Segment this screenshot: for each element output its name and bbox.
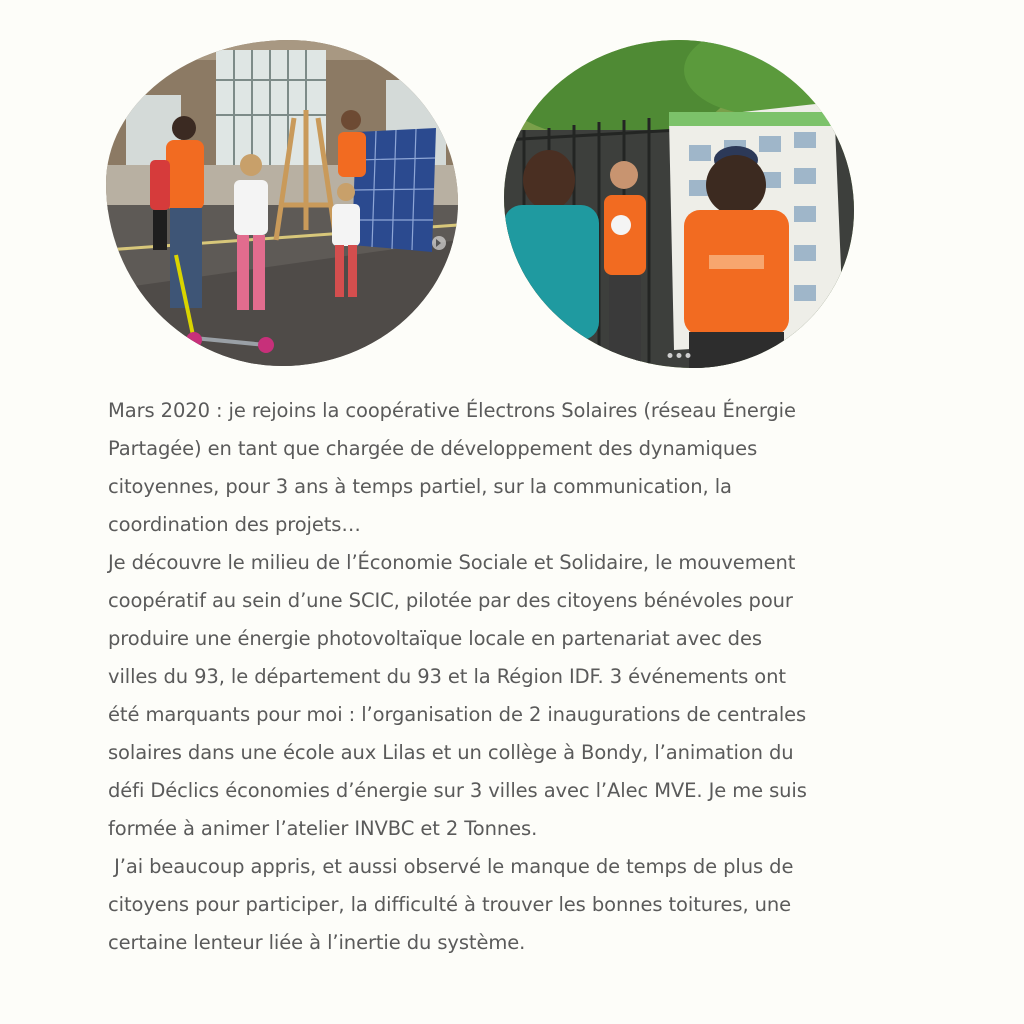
article-line: J’ai beaucoup appris, et aussi observé le manque de temps de plus de (108, 855, 794, 878)
article-line: Je découvre le milieu de l’Économie Sociale et Solidaire, le mouvement (108, 551, 796, 574)
article-line: certaine lenteur liée à l’inertie du système. (108, 931, 526, 954)
carousel-dot[interactable] (677, 353, 682, 358)
article-line: coopératif au sein d’une SCIC, pilotée par des citoyens bénévoles pour (108, 589, 793, 612)
carousel-next-arrow[interactable] (432, 236, 446, 250)
solar-panel-scene (106, 40, 458, 366)
article-line: Partagée) en tant que chargée de développement des dynamiques (108, 437, 758, 460)
exhibition-scene (504, 40, 854, 368)
article-line: formée à animer l’atelier INVBC et 2 Tonnes. (108, 817, 538, 840)
photo-exhibition-discussion[interactable] (504, 40, 854, 368)
carousel-dot[interactable] (668, 353, 673, 358)
article-line: été marquants pour moi : l’organisation de 2 inaugurations de centrales (108, 703, 807, 726)
article-line: solaires dans une école aux Lilas et un collège à Bondy, l’animation du (108, 741, 794, 764)
carousel-dot[interactable] (686, 353, 691, 358)
article-body (108, 392, 908, 962)
photo-solar-panel-schoolyard[interactable] (106, 40, 458, 366)
carousel-dots[interactable] (668, 353, 691, 358)
article-line: Mars 2020 : je rejoins la coopérative Électrons Solaires (réseau Énergie (108, 399, 796, 422)
article-line: défi Déclics économies d’énergie sur 3 villes avec l’Alec MVE. Je me suis (108, 779, 807, 802)
article-line: produire une énergie photovoltaïque locale en partenariat avec des (108, 627, 762, 650)
article-line: citoyens pour participer, la difficulté à trouver les bonnes toitures, une (108, 893, 792, 916)
article-line: villes du 93, le département du 93 et la Région IDF. 3 événements ont (108, 665, 786, 688)
article-line: coordination des projets… (108, 513, 361, 536)
article-line: citoyennes, pour 3 ans à temps partiel, sur la communication, la (108, 475, 732, 498)
